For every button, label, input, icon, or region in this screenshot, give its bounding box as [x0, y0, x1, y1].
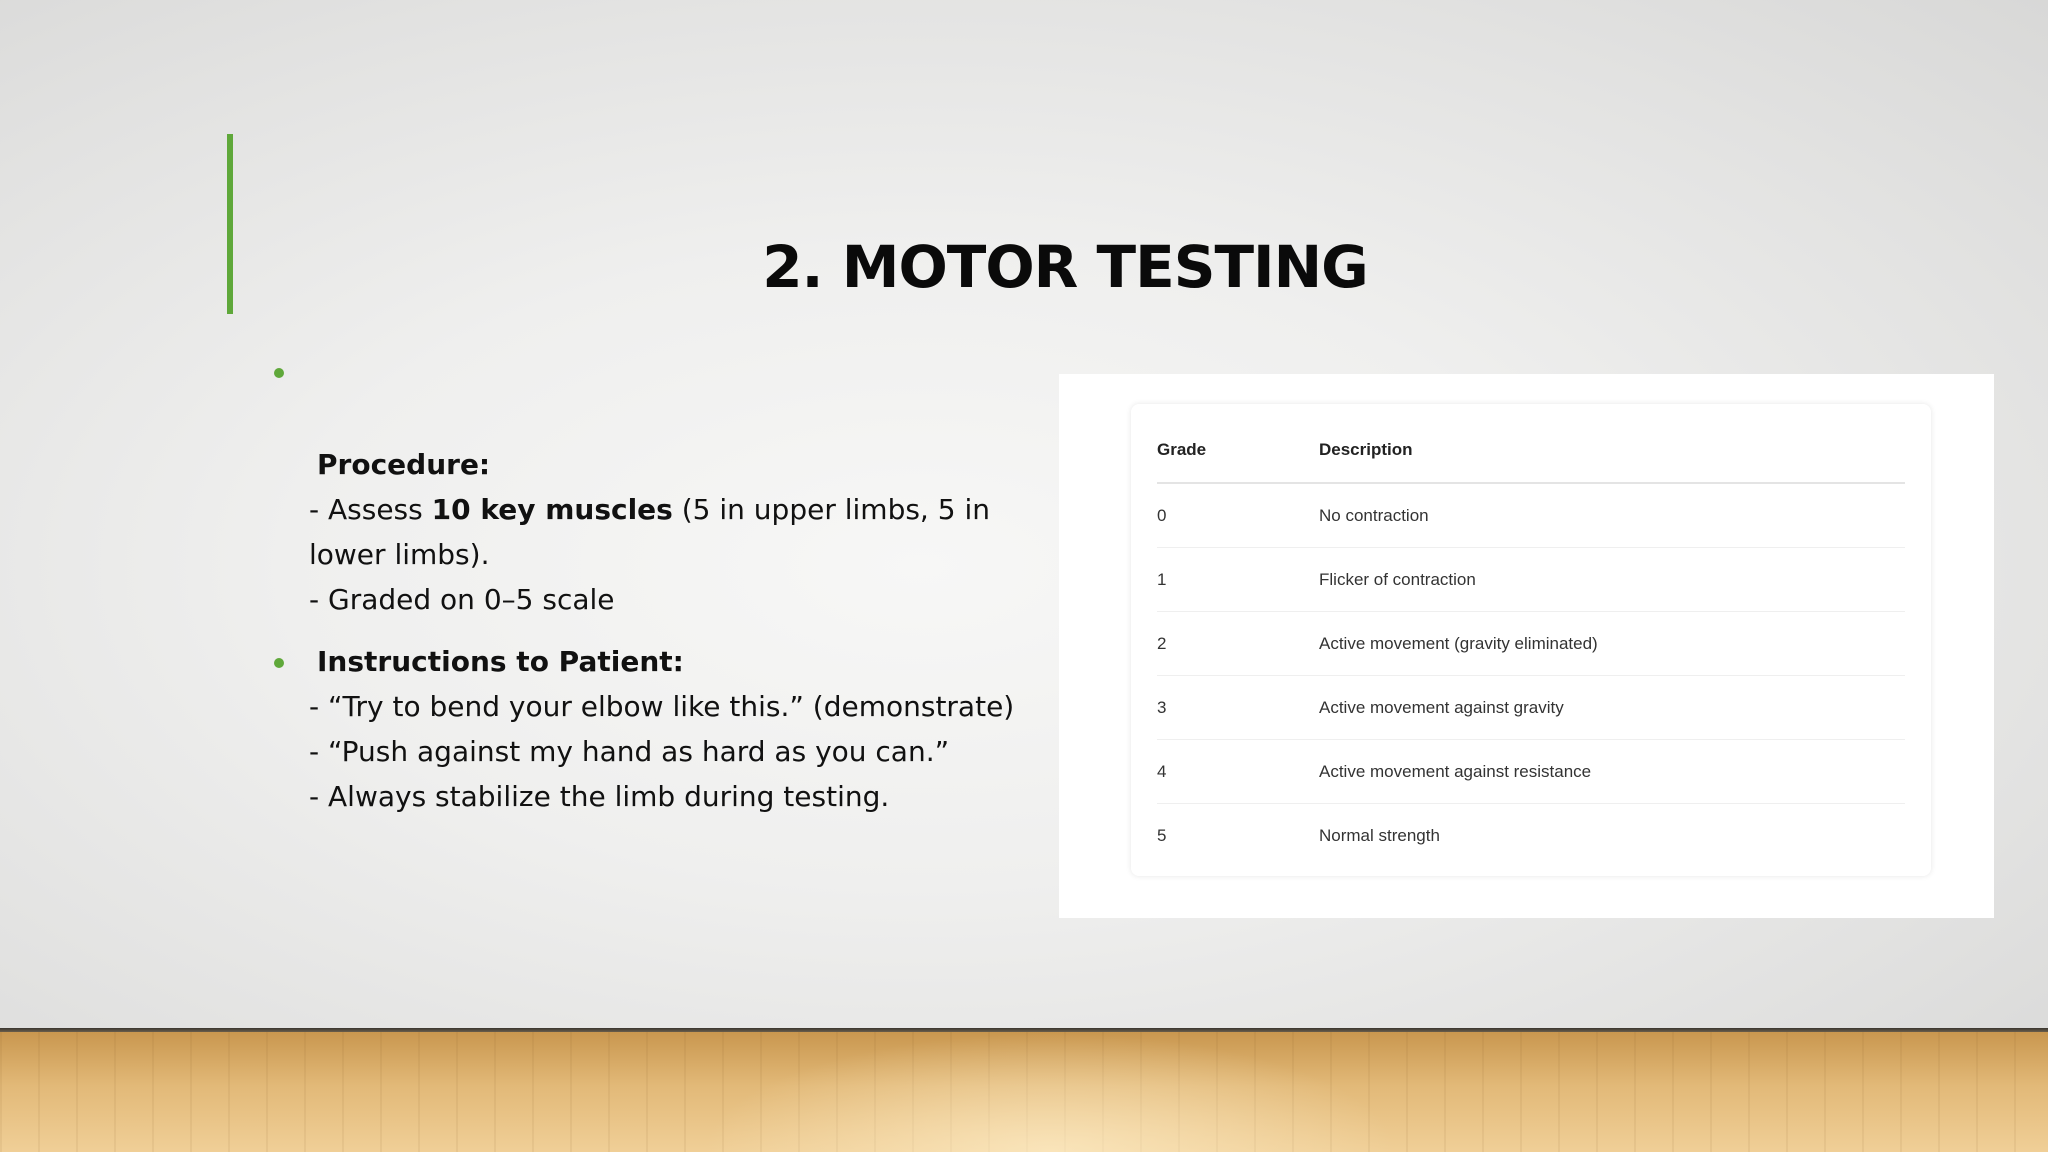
- description-cell: No contraction: [1319, 483, 1905, 548]
- description-cell: Active movement against gravity: [1319, 676, 1905, 740]
- instructions-bullet-dot: [274, 658, 284, 668]
- description-cell: Active movement (gravity eliminated): [1319, 612, 1905, 676]
- table-row: [1157, 804, 1905, 868]
- grade-cell: 1: [1157, 548, 1319, 612]
- grade-cell: 2: [1157, 612, 1319, 676]
- table-row: [1157, 612, 1905, 676]
- grade-table-image: [1059, 374, 1994, 918]
- grade-table: [1157, 418, 1905, 867]
- procedure-line-1-start: - Assess: [309, 493, 432, 526]
- procedure-line-1-end: (5 in upper limbs, 5 in lower limbs).: [309, 493, 990, 571]
- grade-table-card: [1131, 404, 1931, 876]
- slide-title: 2. MOTOR TESTING: [762, 233, 1368, 301]
- body-text: [309, 442, 1029, 819]
- instruction-item: - “Try to bend your elbow like this.” (demonstrate): [309, 690, 1015, 723]
- table-row: [1157, 740, 1905, 804]
- table-row: [1157, 676, 1905, 740]
- description-cell: Flicker of contraction: [1319, 548, 1905, 612]
- description-cell: Normal strength: [1319, 825, 1440, 845]
- table-header-row: [1157, 418, 1905, 483]
- procedure-line-1: [309, 487, 1029, 577]
- procedure-line-2: - Graded on 0–5 scale: [309, 583, 615, 616]
- header-grade: Grade: [1157, 418, 1319, 483]
- instruction-item: - “Push against my hand as hard as you can.”: [309, 735, 950, 768]
- instructions-heading: Instructions to Patient:: [317, 645, 684, 678]
- instruction-item: - Always stabilize the limb during testing.: [309, 780, 890, 813]
- description-cell: Active movement against resistance: [1319, 740, 1905, 804]
- table-row: [1157, 548, 1905, 612]
- grade-cell: 0: [1157, 483, 1319, 548]
- grade-cell: 3: [1157, 676, 1319, 740]
- floor-highlight: [700, 1032, 1400, 1152]
- header-description: Description: [1319, 418, 1905, 483]
- grade-cell: 5: [1157, 825, 1167, 845]
- grade-cell: 4: [1157, 740, 1319, 804]
- table-row: [1157, 483, 1905, 548]
- empty-bullet-dot: [274, 368, 284, 378]
- title-accent-bar: [227, 134, 233, 314]
- procedure-key-muscles: 10 key muscles: [431, 493, 673, 526]
- procedure-heading: Procedure:: [317, 448, 491, 481]
